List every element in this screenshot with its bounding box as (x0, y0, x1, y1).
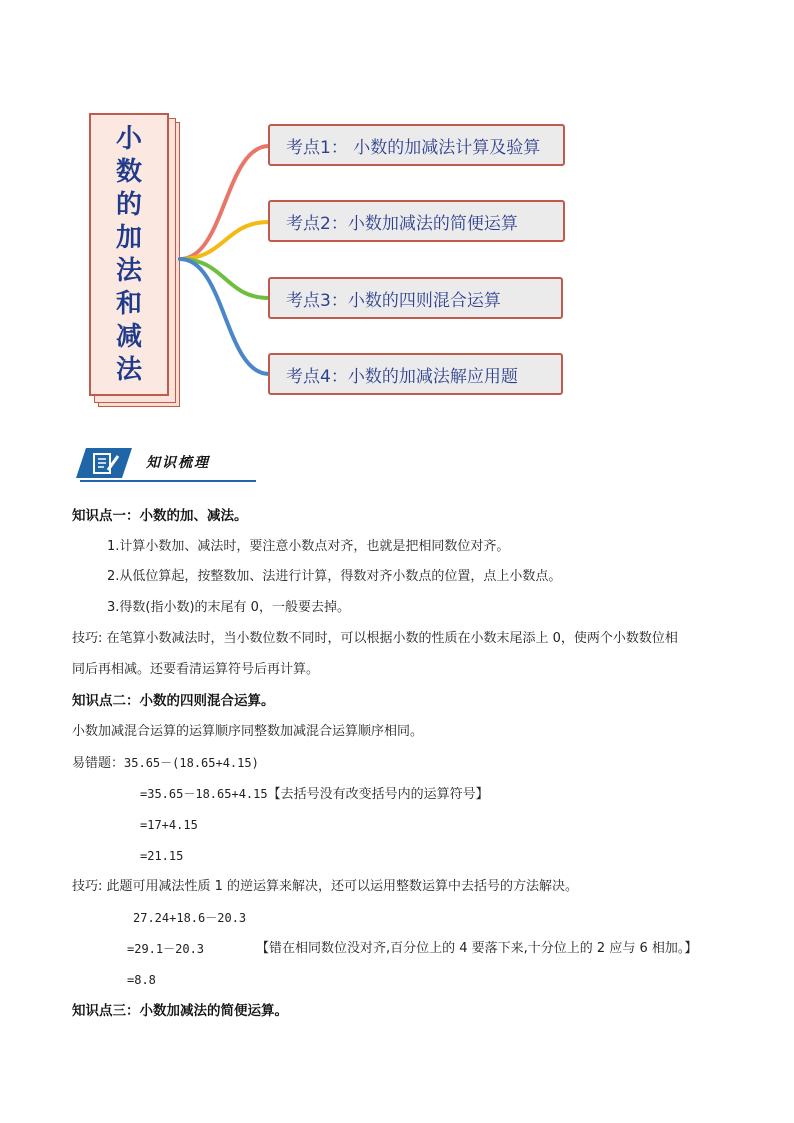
kp1-heading: 知识点一：小数的加、减法。 (72, 508, 248, 524)
example-2-expression: 27.24+18.6－20.3 (133, 911, 247, 925)
tip1-line-2: 同后再相减。还要看清运算符号后再计算。 (72, 662, 320, 677)
kaodian-4-label: 考点4：小数的加减法解应用题 (286, 366, 518, 387)
example-2-step-1: =29.1－20.3 (127, 942, 205, 956)
step-1-expression: =35.65－18.65+4.15 (140, 787, 268, 801)
section-header (74, 446, 254, 482)
title-char: 加 (115, 222, 142, 253)
step-3: =21.15 (140, 849, 184, 863)
kaodian-2-box (268, 200, 565, 242)
step-1-line (140, 784, 489, 805)
kaodian-4-box (268, 353, 563, 395)
title-char: 小 (115, 123, 142, 154)
title-char: 法 (115, 255, 142, 286)
mindmap-title-card (89, 113, 169, 396)
kaodian-1-box (268, 124, 565, 166)
example-2-note: 【错在相同数位没对齐,百分位上的 4 要落下来,十分位上的 2 应与 6 相加。】 (256, 941, 698, 956)
title-char: 减 (115, 321, 142, 352)
step-1-note: 【去括号没有改变括号内的运算符号】 (267, 787, 489, 802)
section-underline (80, 480, 256, 482)
kaodian-2-label: 考点2：小数加减法的简便运算 (286, 213, 518, 234)
error-label: 易错题： (72, 756, 125, 771)
kaodian-3-label: 考点3：小数的四则混合运算 (286, 290, 501, 311)
kp1-item-1: 1.计算小数加、减法时，要注意小数点对齐，也就是把相同数位对齐。 (107, 539, 510, 554)
example-2-step-2: =8.8 (127, 973, 156, 987)
branch-1 (180, 146, 269, 259)
branch-4 (180, 259, 269, 374)
step-2: =17+4.15 (140, 818, 198, 832)
notebook-pen-icon (74, 446, 134, 480)
kp1-item-2: 2.从低位算起，按整数加、法进行计算，得数对齐小数点的位置，点上小数点。 (107, 569, 562, 584)
kp3-heading: 知识点三：小数加减法的简便运算。 (72, 1003, 288, 1019)
title-char: 的 (115, 189, 142, 220)
title-char: 和 (115, 288, 142, 319)
branch-2 (180, 222, 269, 259)
error-expression: 35.65－(18.65+4.15) (124, 756, 259, 770)
kp1-item-3: 3.得数(指小数)的末尾有 0，一般要去掉。 (107, 600, 350, 615)
kp2-text: 小数加减混合运算的运算顺序同整数加减混合运算顺序相同。 (72, 724, 424, 739)
kp2-heading: 知识点二：小数的四则混合运算。 (72, 693, 275, 709)
tip2: 技巧: 此题可用减法性质 1 的逆运算来解决，还可以运用整数运算中去括号的方法解决。 (72, 879, 579, 894)
branch-3 (180, 259, 269, 298)
title-char: 数 (115, 156, 142, 187)
kaodian-3-box (268, 277, 563, 319)
error-example-line (72, 753, 259, 774)
section-title: 知识梳理 (146, 455, 210, 471)
kaodian-1-label: 考点1： 小数的加减法计算及验算 (286, 137, 541, 158)
title-char: 法 (115, 354, 142, 385)
tip1-line-1: 技巧: 在笔算小数减法时，当小数位数不同时，可以根据小数的性质在小数末尾添上 0，使两个小数数位相 (72, 631, 678, 646)
